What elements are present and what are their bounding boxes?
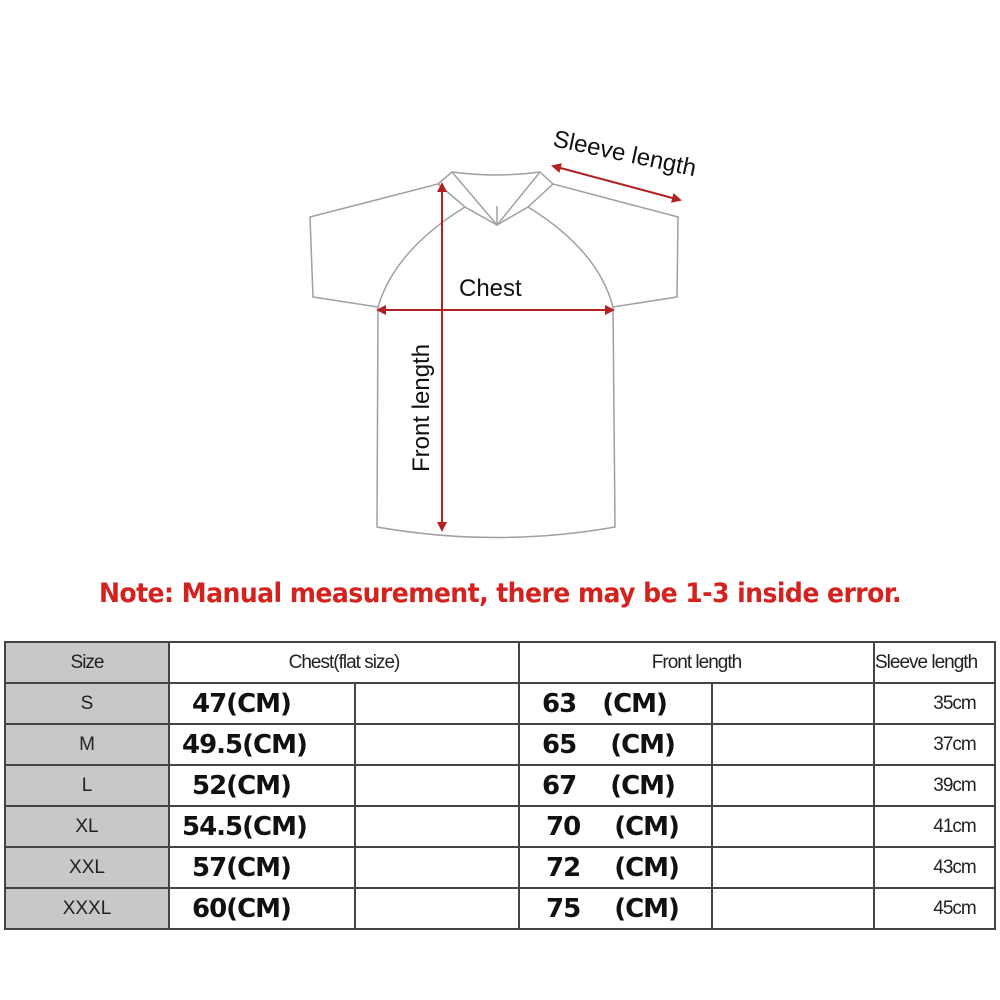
front-blank-cell	[712, 888, 874, 929]
chest-blank-cell	[355, 847, 519, 888]
table-row	[5, 683, 995, 724]
header-size: Size	[5, 642, 169, 683]
chest-cell: 49.5(CM)	[169, 724, 355, 765]
front-length-value: 65	[542, 729, 577, 760]
front-length-unit: (CM)	[610, 770, 675, 801]
shirt-outline	[310, 172, 678, 538]
chest-blank-cell	[355, 683, 519, 724]
size-cell: XXL	[5, 847, 169, 888]
front-blank-cell	[712, 683, 874, 724]
sleeve-length-cell: 39cm	[874, 765, 995, 806]
front-length-label: Front length	[408, 343, 435, 472]
size-cell: XXXL	[5, 888, 169, 929]
front-blank-cell	[712, 724, 874, 765]
chest-cell: 54.5(CM)	[169, 806, 355, 847]
sleeve-length-cell: 41cm	[874, 806, 995, 847]
chest-blank-cell	[355, 888, 519, 929]
sleeve-length-cell: 35cm	[874, 683, 995, 724]
front-length-value: 63	[542, 688, 577, 719]
front-length-cell	[519, 847, 712, 888]
chest-cell: 57(CM)	[169, 847, 355, 888]
front-length-cell	[519, 724, 712, 765]
table-row	[5, 765, 995, 806]
front-blank-cell	[712, 806, 874, 847]
front-length-unit: (CM)	[610, 729, 675, 760]
chest-cell: 47(CM)	[169, 683, 355, 724]
size-table	[4, 641, 996, 930]
front-length-unit: (CM)	[614, 852, 679, 883]
chest-blank-cell	[355, 724, 519, 765]
table-row	[5, 888, 995, 929]
front-length-value: 72	[546, 852, 581, 883]
size-cell: L	[5, 765, 169, 806]
chest-blank-cell	[355, 806, 519, 847]
header-sleeve-length: Sleeve length	[874, 642, 995, 683]
sleeve-length-label: Sleeve length	[550, 125, 699, 183]
front-length-unit: (CM)	[614, 893, 679, 924]
front-length-cell	[519, 806, 712, 847]
chest-label: Chest	[459, 275, 522, 302]
front-length-cell	[519, 765, 712, 806]
table-row	[5, 724, 995, 765]
measurement-note: Note: Manual measurement, there may be 1-3 inside error.	[98, 578, 902, 609]
size-cell: S	[5, 683, 169, 724]
front-length-cell	[519, 683, 712, 724]
chest-cell: 52(CM)	[169, 765, 355, 806]
front-blank-cell	[712, 847, 874, 888]
front-length-value: 70	[546, 811, 581, 842]
sleeve-length-cell: 43cm	[874, 847, 995, 888]
size-cell: XL	[5, 806, 169, 847]
front-length-unit: (CM)	[614, 811, 679, 842]
front-length-unit: (CM)	[602, 688, 667, 719]
header-front-length: Front length	[519, 642, 874, 683]
table-row	[5, 806, 995, 847]
size-cell: M	[5, 724, 169, 765]
header-chest: Chest(flat size)	[169, 642, 519, 683]
front-blank-cell	[712, 765, 874, 806]
front-length-value: 67	[542, 770, 577, 801]
chest-blank-cell	[355, 765, 519, 806]
front-length-cell	[519, 888, 712, 929]
front-length-value: 75	[546, 893, 581, 924]
sleeve-length-cell: 45cm	[874, 888, 995, 929]
chest-cell: 60(CM)	[169, 888, 355, 929]
sleeve-length-cell: 37cm	[874, 724, 995, 765]
table-header-row	[5, 642, 995, 683]
table-row	[5, 847, 995, 888]
